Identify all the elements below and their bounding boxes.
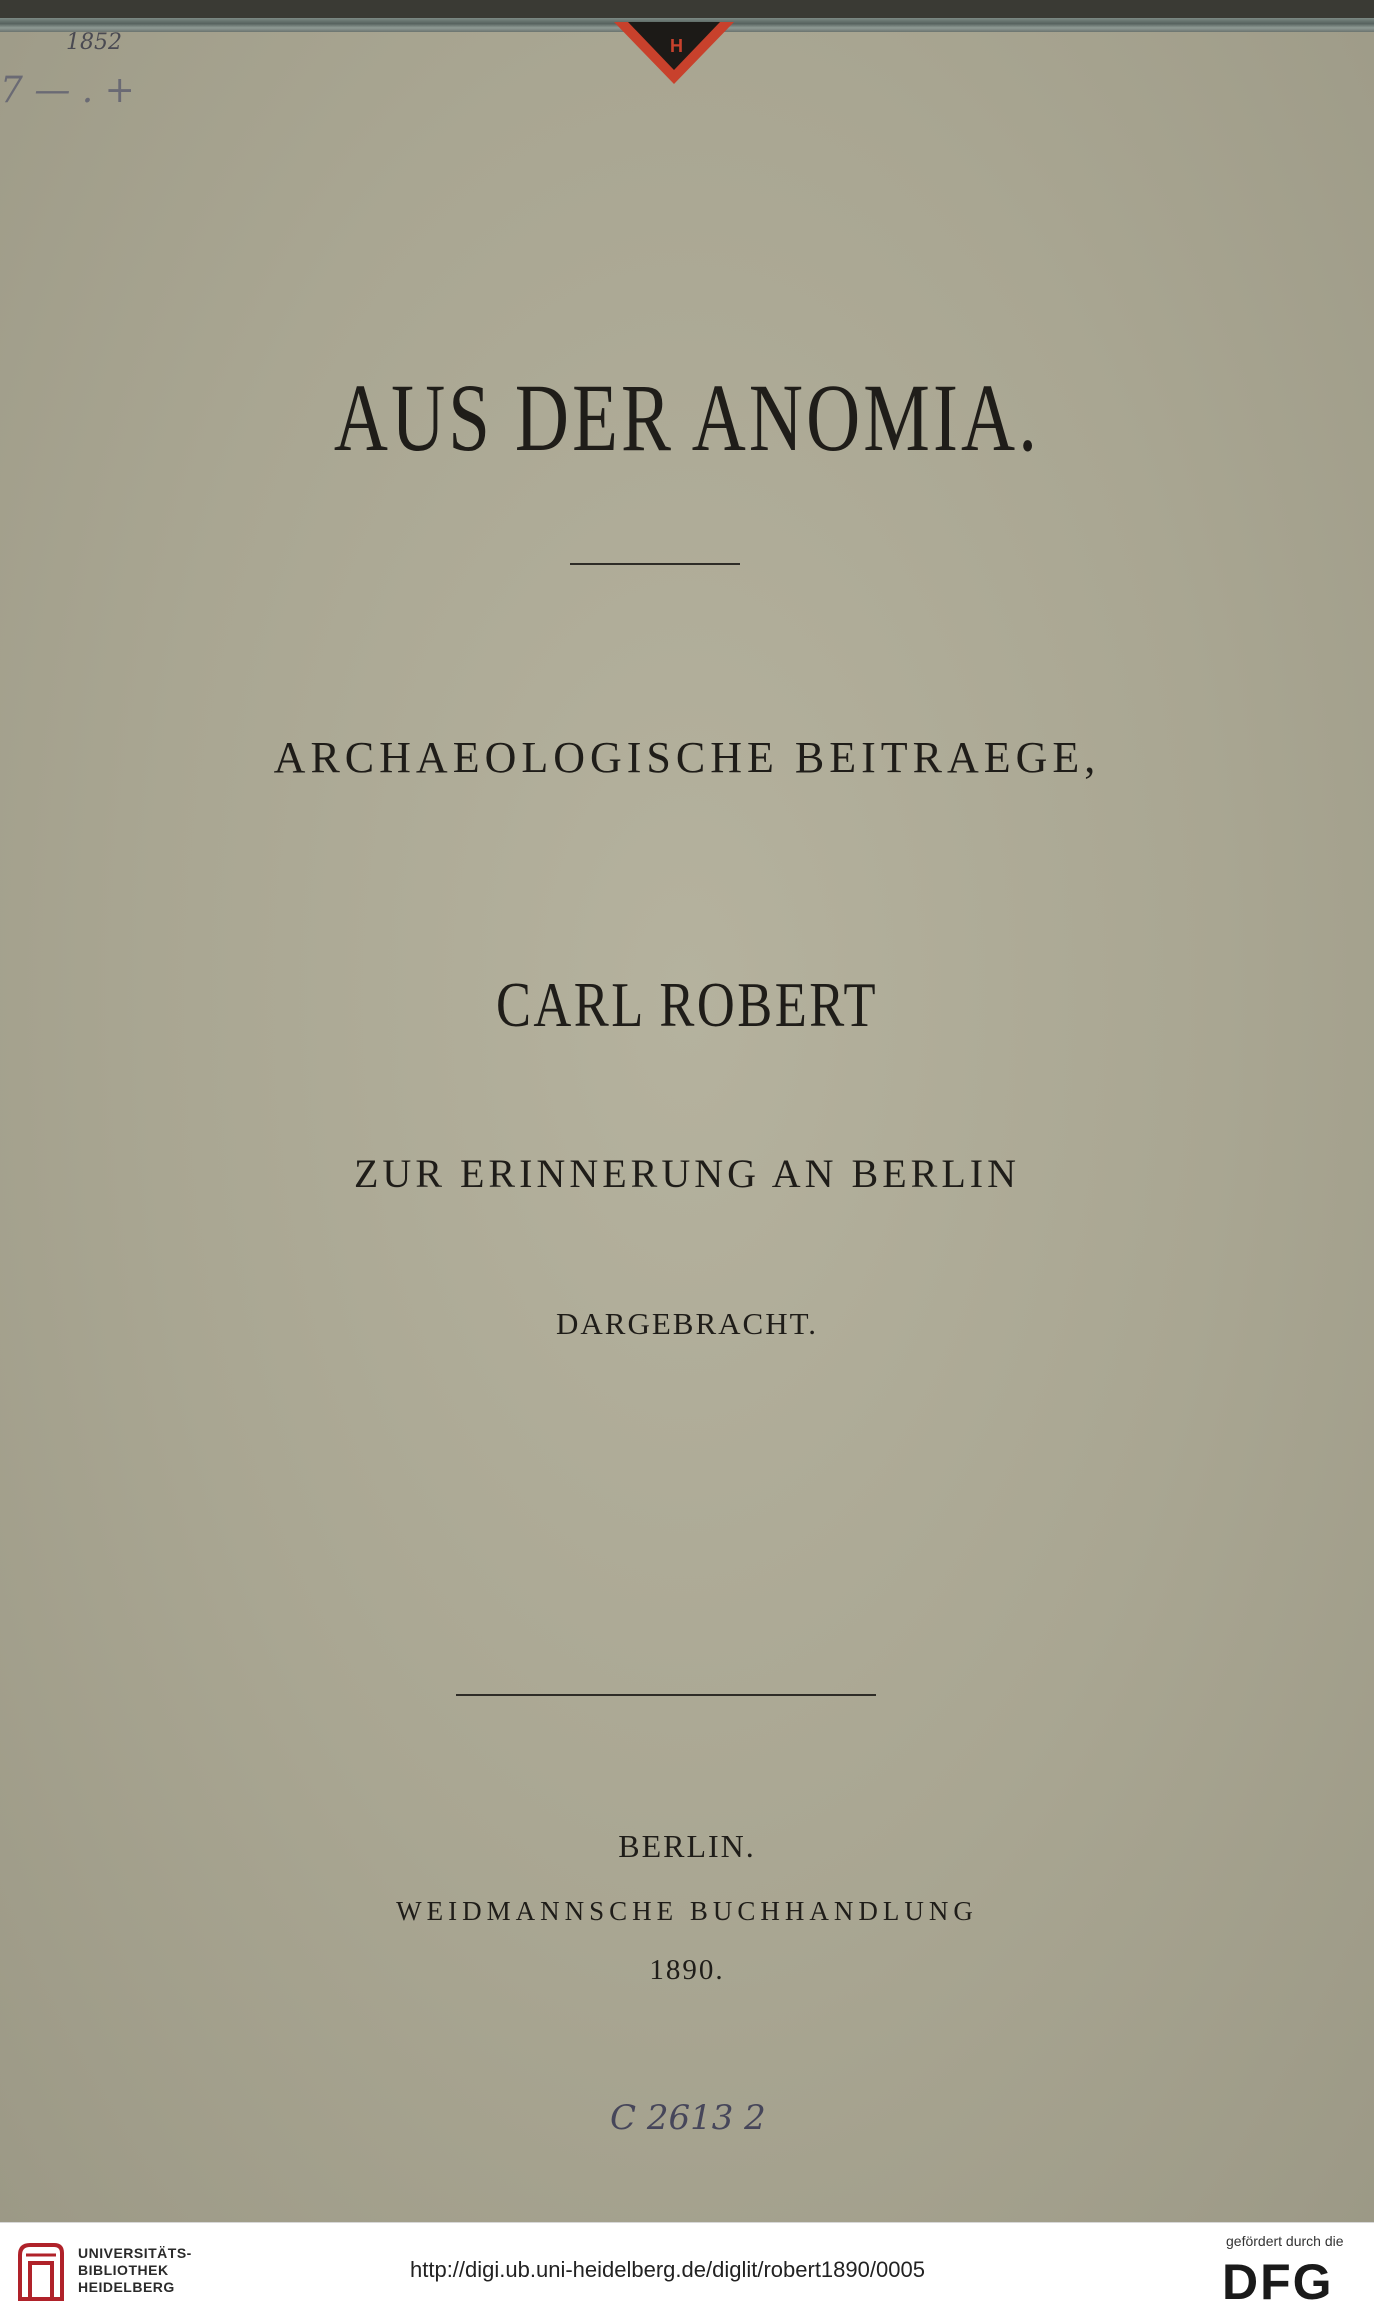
library-name-line: HEIDELBERG — [78, 2279, 175, 2295]
imprint-divider — [456, 1694, 876, 1696]
library-stamp-icon — [614, 22, 734, 84]
ub-heidelberg-logo — [14, 2241, 68, 2303]
svg-text:H: H — [670, 36, 683, 56]
digitization-footer — [0, 2222, 1374, 2319]
imprint-publisher: WEIDMANNSCHE BUCHHANDLUNG — [396, 1896, 978, 1926]
book-subtitle: ARCHAEOLOGISCHE BEITRAEGE, — [273, 733, 1101, 782]
funding-caption: gefördert durch die — [1226, 2233, 1344, 2249]
dedication-end: DARGEBRACHT. — [556, 1306, 818, 1341]
handwritten-shelf-note: 7 — . + — [0, 70, 135, 111]
permalink-url[interactable]: http://digi.ub.uni-heidelberg.de/diglit/robert1890/0005 — [410, 2257, 925, 2282]
dfg-logo: DFG — [1222, 2254, 1334, 2310]
library-name — [78, 2245, 192, 2296]
library-name-line: UNIVERSITÄTS- — [78, 2245, 192, 2261]
book-title: AUS DER ANOMIA. — [333, 364, 1041, 471]
imprint-year: 1890. — [649, 1954, 725, 1986]
catalog-number-note: C 2613 2 — [610, 2098, 766, 2138]
handwritten-year-note: 1852 — [66, 30, 122, 55]
imprint-place: BERLIN. — [618, 1828, 756, 1864]
title-divider — [570, 563, 740, 565]
library-name-line: BIBLIOTHEK — [78, 2262, 169, 2278]
cover-edge — [0, 0, 1374, 18]
book-author: CARL ROBERT — [495, 969, 879, 1040]
dedication-line: ZUR ERINNERUNG AN BERLIN — [354, 1151, 1020, 1196]
